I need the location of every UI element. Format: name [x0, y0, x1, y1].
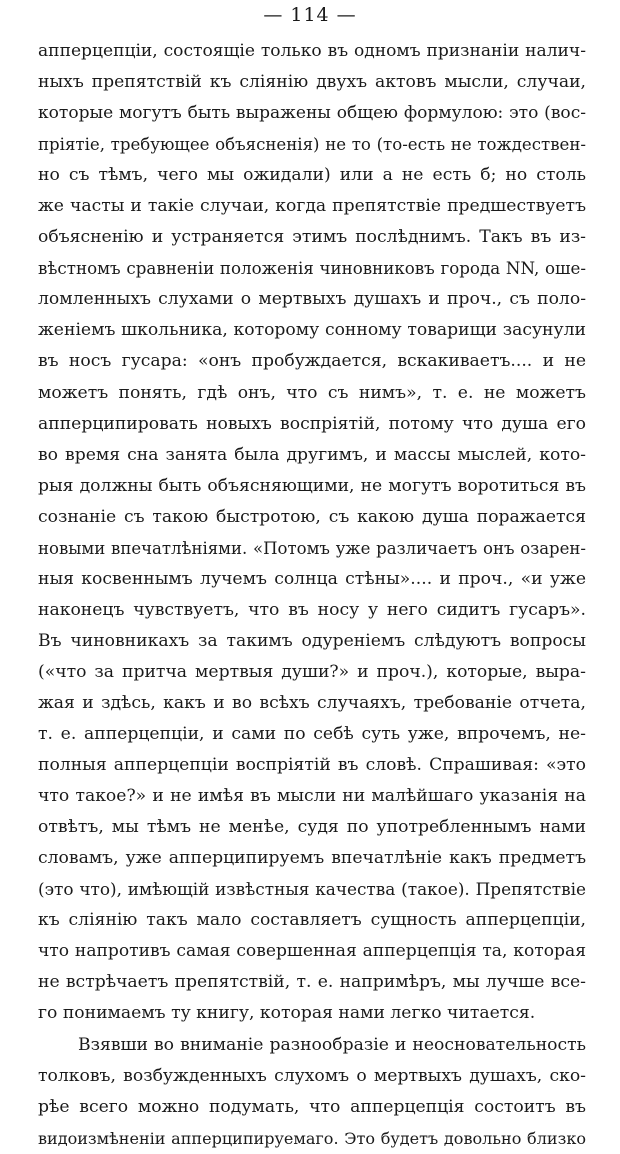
text-line: ломленныхъ слухами о мертвыхъ душахъ и проч., съ поло- — [38, 289, 586, 310]
text-line: можетъ понять, гдѣ онъ, что съ нимъ», т. е. не можетъ — [38, 382, 586, 403]
page-number: — 114 — — [263, 4, 357, 26]
text-line: Въ чиновникахъ за такимъ одуреніемъ слѣдуютъ вопросы — [38, 630, 586, 651]
text-line: но съ тѣмъ, чего мы ожидали) или а не есть б; но столь — [38, 165, 586, 186]
text-line: т. е. апперцепціи, и сами по себѣ суть уже, впрочемъ, не- — [38, 724, 586, 745]
text-line: женіемъ школьника, которому сонному товарищи засунули — [38, 320, 586, 341]
text-line: полныя апперцепціи воспріятій въ словѣ. Спрашивая: «это — [38, 755, 586, 776]
text-line: жая и здѣсь, какъ и во всѣхъ случаяхъ, требованіе отчета, — [38, 692, 586, 713]
text-line: въ носъ гусара: «онъ пробуждается, вскакиваетъ.... и не — [38, 351, 586, 372]
text-line: видоизмѣненіи апперципируемаго. Это будетъ довольно близко — [38, 1128, 586, 1148]
text-line: же часты и такіе случаи, когда препятствіе предшествуетъ — [38, 196, 586, 217]
text-line: къ слiянію такъ мало составляетъ сущность апперцепціи, — [38, 910, 586, 931]
text-line: сознаніе съ такою быстротою, съ какою душа поражается — [38, 506, 586, 527]
text-line: ныхъ препятствій къ слiянію двухъ актовъ мысли, случаи, — [38, 72, 586, 93]
text-line: толковъ, возбужденныхъ слухомъ о мертвыхъ душахъ, ско- — [38, 1065, 586, 1086]
text-line: что напротивъ самая совершенная апперцепція та, которая — [38, 941, 586, 962]
text-line: го понимаемъ ту книгу, которая нами легко читается. — [38, 1003, 536, 1024]
text-line: («что за притча мертвыя души?» и проч.), которые, выра- — [38, 661, 586, 682]
text-line: что такое?» и не имѣя въ мысли ни малѣйшаго указанія на — [38, 786, 586, 807]
text-line: не встрѣчаетъ препятствій, т. е. напримѣръ, мы лучше все- — [38, 972, 586, 993]
text-line: пріятіе, требующее объясненія) не то (то-есть не тождествен- — [38, 135, 586, 155]
text-line: (это что), имѣющій извѣстныя качества (такое). Препятствіе — [38, 879, 586, 900]
text-line: объясненію и устраняется этимъ послѣднимъ. Такъ въ из- — [38, 227, 586, 248]
text-line: наконецъ чувствуетъ, что въ носу у него сидитъ гусаръ». — [38, 599, 586, 620]
text-line: во время сна занята была другимъ, и массы мыслей, кото- — [38, 444, 586, 465]
text-line: апперцепціи, состоящіе только въ одномъ признаніи налич- — [38, 41, 586, 61]
body-text — [38, 36, 586, 1154]
text-line: Взявши во вниманіе разнообразіе и неосновательность — [78, 1034, 586, 1055]
text-line: отвѣтъ, мы тѣмъ не менѣе, судя по употребленнымъ нами — [38, 817, 586, 838]
text-line: рѣе всего можно подумать, что апперцепція состоитъ въ — [38, 1096, 586, 1117]
text-line: ныя косвеннымъ лучемъ солнца стѣны».... и проч., «и уже — [38, 568, 586, 589]
text-line: новыми впечатлѣніями. «Потомъ уже различаетъ онъ озарен- — [38, 538, 586, 558]
text-line: словамъ, уже апперципируемъ впечатлѣніе какъ предметъ — [38, 848, 586, 869]
text-line: которые могутъ быть выражены общею формулою: это (вос- — [38, 103, 586, 124]
text-line: апперципировать новыхъ воспріятій, потому что душа его — [38, 413, 586, 434]
text-line: рыя должны быть объясняющими, не могутъ воротиться въ — [38, 475, 586, 496]
text-line: вѣстномъ сравненіи положенія чиновниковъ города NN, оше- — [38, 259, 586, 279]
